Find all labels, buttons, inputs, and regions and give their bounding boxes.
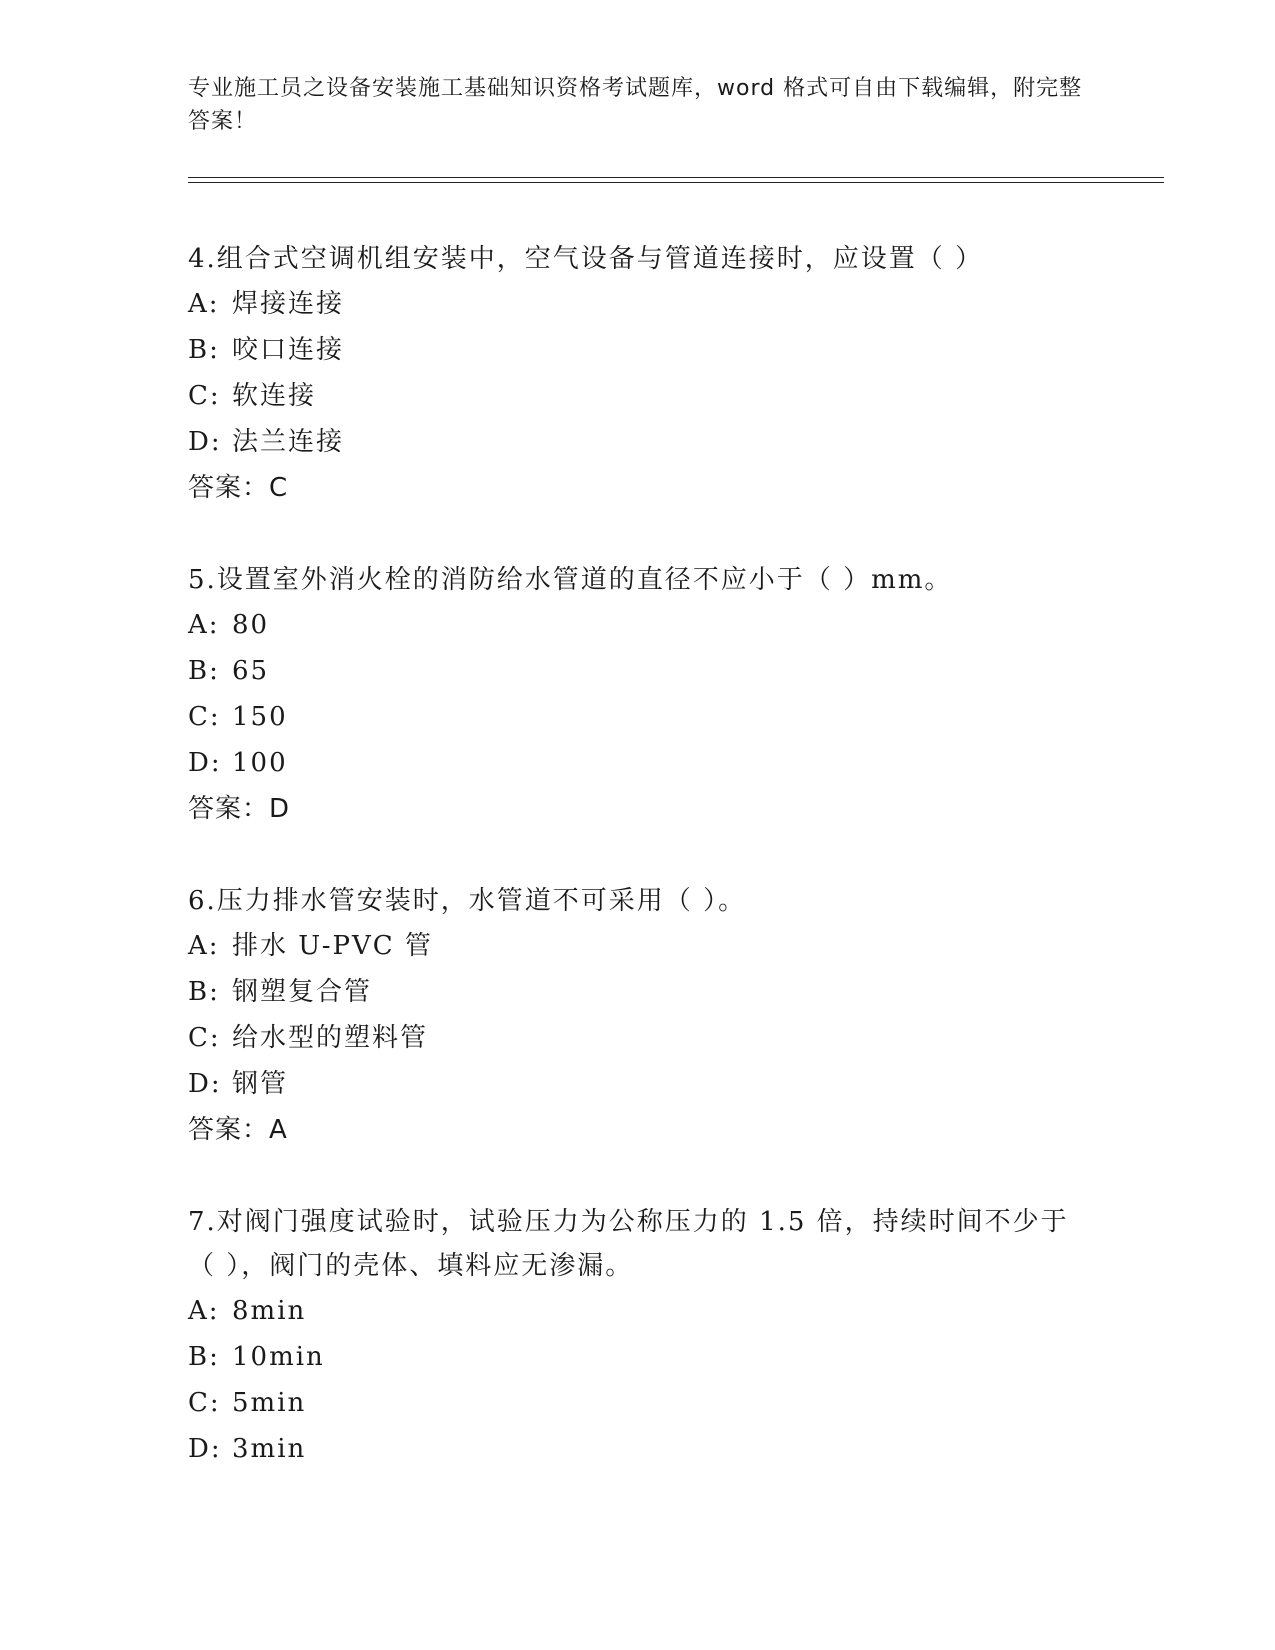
option-text: 咬口连接 — [232, 335, 345, 365]
option-letter: D: — [188, 427, 222, 457]
option-letter: D: — [188, 748, 222, 778]
option-letter: B: — [188, 335, 220, 365]
option-text: 150 — [232, 702, 288, 732]
option-a — [188, 602, 1088, 648]
header-divider-bottom — [188, 182, 1164, 183]
option-text: 5min — [232, 1388, 307, 1418]
option-text: 8min — [232, 1296, 307, 1326]
option-letter: A: — [188, 931, 220, 961]
option-text: 10min — [232, 1342, 325, 1372]
option-d — [188, 419, 1088, 465]
option-letter: D: — [188, 1434, 222, 1464]
option-text: 3min — [232, 1434, 307, 1464]
option-letter: C: — [188, 702, 221, 732]
option-c — [188, 1015, 1088, 1061]
document-header: 专业施工员之设备安装施工基础知识资格考试题库，word 格式可自由下载编辑，附完整答案！ — [188, 76, 1083, 134]
question-4 — [188, 237, 1088, 511]
answer-line: 答案：D — [188, 794, 291, 824]
option-text: 100 — [232, 748, 288, 778]
option-b — [188, 969, 1088, 1015]
option-letter: A: — [188, 289, 220, 319]
option-c — [188, 373, 1088, 419]
question-6 — [188, 879, 1088, 1153]
option-d — [188, 740, 1088, 786]
question-stem: 7.对阀门强度试验时，试验压力为公称压力的 1.5 倍，持续时间不少于（ ），阀门的壳体、填料应无渗漏。 — [188, 1207, 1069, 1281]
option-letter: C: — [188, 1388, 221, 1418]
question-5 — [188, 558, 1088, 832]
option-text: 钢管 — [232, 1069, 289, 1099]
option-c — [188, 694, 1088, 740]
option-a — [188, 923, 1088, 969]
question-stem: 6.压力排水管安装时，水管道不可采用（ ）。 — [188, 886, 747, 916]
option-letter: B: — [188, 977, 220, 1007]
answer-line: 答案：A — [188, 1115, 288, 1145]
option-letter: A: — [188, 1296, 220, 1326]
option-text: 80 — [232, 610, 270, 640]
option-letter: B: — [188, 1342, 220, 1372]
option-c — [188, 1380, 1088, 1426]
option-text: 软连接 — [232, 381, 317, 411]
option-a — [188, 281, 1088, 327]
option-b — [188, 327, 1088, 373]
option-letter: C: — [188, 1023, 221, 1053]
option-text: 法兰连接 — [232, 427, 345, 457]
question-stem: 4.组合式空调机组安装中，空气设备与管道连接时，应设置（ ） — [188, 244, 984, 274]
option-a — [188, 1288, 1088, 1334]
option-letter: B: — [188, 656, 220, 686]
answer-line: 答案：C — [188, 473, 289, 503]
question-7 — [188, 1200, 1088, 1472]
question-stem: 5.设置室外消火栓的消防给水管道的直径不应小于（ ）mm。 — [188, 565, 953, 595]
option-b — [188, 1334, 1088, 1380]
option-text: 65 — [232, 656, 270, 686]
option-letter: D: — [188, 1069, 222, 1099]
option-d — [188, 1061, 1088, 1107]
option-text: 排水 U-PVC 管 — [232, 931, 433, 961]
option-letter: C: — [188, 381, 221, 411]
option-b — [188, 648, 1088, 694]
option-d — [188, 1426, 1088, 1472]
option-text: 给水型的塑料管 — [232, 1023, 429, 1053]
option-text: 钢塑复合管 — [232, 977, 373, 1007]
option-letter: A: — [188, 610, 220, 640]
header-divider-top — [188, 177, 1164, 178]
option-text: 焊接连接 — [232, 289, 345, 319]
